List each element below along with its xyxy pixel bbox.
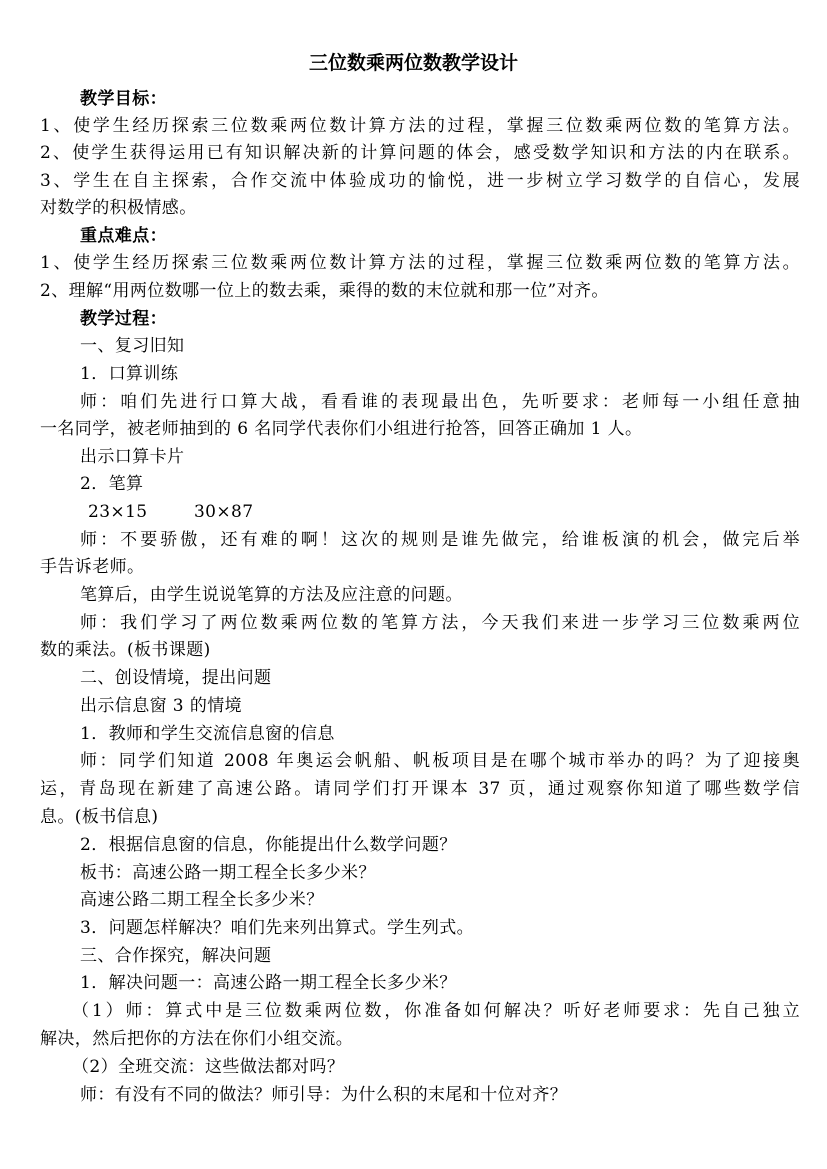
paragraph-line: 出示口算卡片 (80, 447, 185, 467)
paragraph-line: 2、使学生获得运用已有知识解决新的计算问题的体会，感受数学知识和方法的内在联系。 (40, 143, 800, 163)
subsection-heading: 一、复习旧知 (80, 336, 185, 356)
paragraph-line: 一名同学，被老师抽到的 6 名同学代表你们小组进行抢答，回答正确加 1 人。 (40, 419, 643, 439)
item-heading: 2．根据信息窗的信息，你能提出什么数学问题？ (80, 835, 457, 855)
paragraph-line: （2）全班交流：这些做法都对吗？ (72, 1057, 345, 1077)
paragraph-line: 师：不要骄傲，还有难的啊！这次的规则是谁先做完，给谁板演的机会，做完后举 (80, 530, 800, 550)
section-heading-key-points: 重点难点： (80, 226, 167, 246)
paragraph-line: 出示信息窗 3 的情境 (80, 696, 243, 716)
item-heading: 1．教师和学生交流信息窗的信息 (80, 724, 335, 744)
paragraph-line: 高速公路二期工程全长多少米？ (80, 890, 324, 910)
calculation-line: 23×15 30×87 (88, 502, 254, 522)
section-heading-objectives: 教学目标： (80, 89, 167, 109)
paragraph-line: 3、学生在自主探索，合作交流中体验成功的愉悦，进一步树立学习数学的自信心，发展 (40, 171, 800, 191)
paragraph-line: 师：有没有不同的做法？师引导：为什么积的末尾和十位对齐？ (80, 1085, 568, 1105)
item-heading: 3．问题怎样解决？咱们先来列出算式。学生列式。 (80, 918, 475, 938)
paragraph-line: 数的乘法。(板书课题) (40, 640, 211, 660)
item-heading: 2．笔算 (80, 474, 144, 494)
paragraph-line: 息。(板书信息) (40, 807, 159, 827)
paragraph-line: （1）师：算式中是三位数乘两位数，你准备如何解决？听好老师要求：先自己独立 (72, 1001, 800, 1021)
item-heading: 1．口算训练 (80, 364, 179, 384)
paragraph-line: 1、使学生经历探索三位数乘两位数计算方法的过程，掌握三位数乘两位数的笔算方法。 (40, 253, 800, 273)
item-heading: 1．解决问题一：高速公路一期工程全长多少米？ (80, 973, 457, 993)
paragraph-line: 板书：高速公路一期工程全长多少米？ (80, 863, 376, 883)
subsection-heading: 三、合作探究，解决问题 (80, 946, 272, 966)
paragraph-line: 1、使学生经历探索三位数乘两位数计算方法的过程，掌握三位数乘两位数的笔算方法。 (40, 116, 800, 136)
paragraph-line: 运，青岛现在新建了高速公路。请同学们打开课本 37 页，通过观察你知道了哪些数学信 (40, 779, 800, 799)
document-title: 三位数乘两位数教学设计 (308, 52, 518, 74)
paragraph-line: 对数学的积极情感。 (40, 198, 197, 218)
paragraph-line: 解决，然后把你的方法在你们小组交流。 (40, 1029, 354, 1049)
paragraph-line: 师：我们学习了两位数乘两位数的笔算方法，今天我们来进一步学习三位数乘两位 (80, 613, 800, 633)
paragraph-line: 师：同学们知道 2008 年奥运会帆船、帆板项目是在哪个城市举办的吗？为了迎接奥 (80, 751, 800, 771)
paragraph-line: 笔算后，由学生说说笔算的方法及应注意的问题。 (80, 585, 463, 605)
paragraph-line: 师：咱们先进行口算大战，看看谁的表现最出色，先听要求：老师每一小组任意抽 (80, 392, 800, 412)
paragraph-line: 手告诉老师。 (40, 557, 145, 577)
subsection-heading: 二、创设情境，提出问题 (80, 668, 272, 688)
section-heading-process: 教学过程： (80, 309, 167, 329)
paragraph-line: 2、理解“用两位数哪一位上的数去乘，乘得的数的末位就和那一位”对齐。 (40, 281, 609, 301)
